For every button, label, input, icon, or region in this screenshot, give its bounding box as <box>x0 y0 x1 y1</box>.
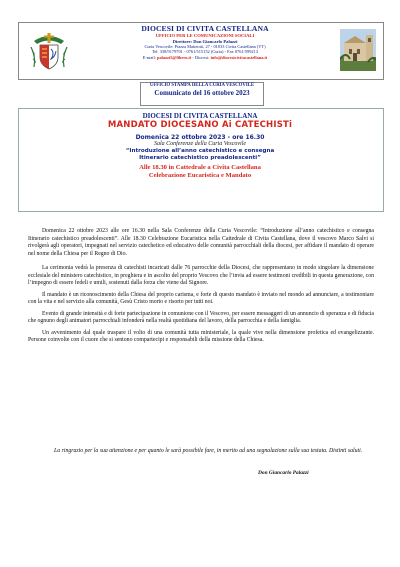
press-release-date: Comunicato del 16 ottobre 2023 <box>154 88 250 97</box>
diocese-crest-icon <box>28 29 70 73</box>
curia-address: Curia Vescovile: Piazza Matteotti, 27 - 01033 Civita Castellana (VT) <box>144 44 266 50</box>
closing-remark: La ringrazio per la sua attenzione e per quanto le sarà possibile fare, in merito ad una segnalazione sulla sua testata. Distinti saluti. <box>54 448 363 454</box>
email-link-diocese[interactable]: info@diocesicivitacastellana.it <box>210 54 268 60</box>
diocese-title: DIOCESI DI CIVITA CASTELLANA <box>141 24 269 33</box>
email-label: E-mail: <box>142 54 158 60</box>
body-paragraph-5: Un avvenimento dal quale traspare il volto di una comunità tutta ministeriale, la quale vive nella dimensione profetica ed evangelizzante. Persone coinvolte con il cuore che si sentono compartecipi e responsabili della missione della Chiesa. <box>28 329 374 344</box>
mass-event-line1: Alle 18.30 in Cattedrale a Civita Castellana <box>139 164 261 172</box>
phone-numbers: Tel. 338/9179701 - 0761/515152 (Curia) - Fax 0761/599213 <box>151 49 259 55</box>
body-paragraph-3: Il mandato è un riconoscimento della Chiesa del proprio carisma, e forte di questo mandato è inviato nel mondo ad annunciare, a testimoniare con la vita e nel servizio alla comunità, Gesù Cristo morto e risorto per tutti noi. <box>28 291 374 306</box>
event-date: Domenica 22 ottobre 2023 - ore 16.30 <box>135 133 265 141</box>
email-separator: - Diocesi: <box>191 54 211 60</box>
event-place: Sala Conferenze della Curia Vescovile <box>153 140 247 147</box>
announcement-diocese: DIOCESI DI CIVITA CASTELLANA <box>142 112 258 120</box>
email-line <box>74 55 336 60</box>
press-office-label: UFFICIO STAMPA DELLA CURIA VESCOVILE <box>149 83 255 88</box>
cathedral-photo <box>340 29 376 71</box>
press-release-body <box>28 228 374 349</box>
announcement-text <box>30 112 370 180</box>
office-name: UFFICIO PER LE COMUNICAZIONI SOCIALI <box>155 33 255 39</box>
body-paragraph-2: La cerimonia vedrà la presenza di catechisti incaricati dalle 76 parrocchie della Diocesi, che rappresentano in modo singolare la dimensione ecclesiale del ministero catechistico, in preghiera e in ascolto del proprio Vescovo che l’invia ad essere testimoni credibili in questa generazione, con l’impegno di essere fedeli e umili, sostenuti dalla forza che viene dal Signore. <box>28 265 374 287</box>
signature: Don Giancarlo Palazzi <box>258 470 309 476</box>
press-office-box <box>140 82 264 106</box>
email-link-palazzi[interactable]: palazzi5@libero.it <box>157 54 192 60</box>
director-name: Direttore: Don Giancarlo Palazzi <box>172 38 238 44</box>
event-subtitle-line2: Itinerario catechistico preadolescenti” <box>139 154 261 161</box>
announcement-headline: MANDATO DIOCESANO Ai CATECHISTi <box>107 120 293 131</box>
event-subtitle-line1: “Introduzione all’anno catechistico e consegna <box>125 147 275 154</box>
letterhead-text <box>74 24 336 60</box>
body-paragraph-1: Domenica 22 ottobre 2023 alle ore 16.30 nella Sala Conferenze della Curia Vescovile: “Introduzione all’anno catechistico e consegna Itinerario catechistico preadolescenti”. Alle 18.30 Celebrazione Eucaristica nella Cattedrale di Civita Castellana, dove il vescovo Marco Salvi si rivolgerà agli operatori, impegnati nel servizio catechetico ed educativo delle comunità parrocchiali della diocesi, per affidare il mandato di operare nel nome della Chiesa per il Regno di Dio. <box>28 228 374 257</box>
mass-event-line2: Celebrazione Eucaristica e Mandato <box>148 172 252 180</box>
body-paragraph-4: Evento di grande intensità e di forte partecipazione in comunione con il Vescovo, per essere messaggeri di un annuncio di speranza e di fiducia che ognuno degli animatori parrocchiali infonderà nella realtà quotidiana del lavoro, della parrocchia e della famiglia. <box>28 310 374 325</box>
